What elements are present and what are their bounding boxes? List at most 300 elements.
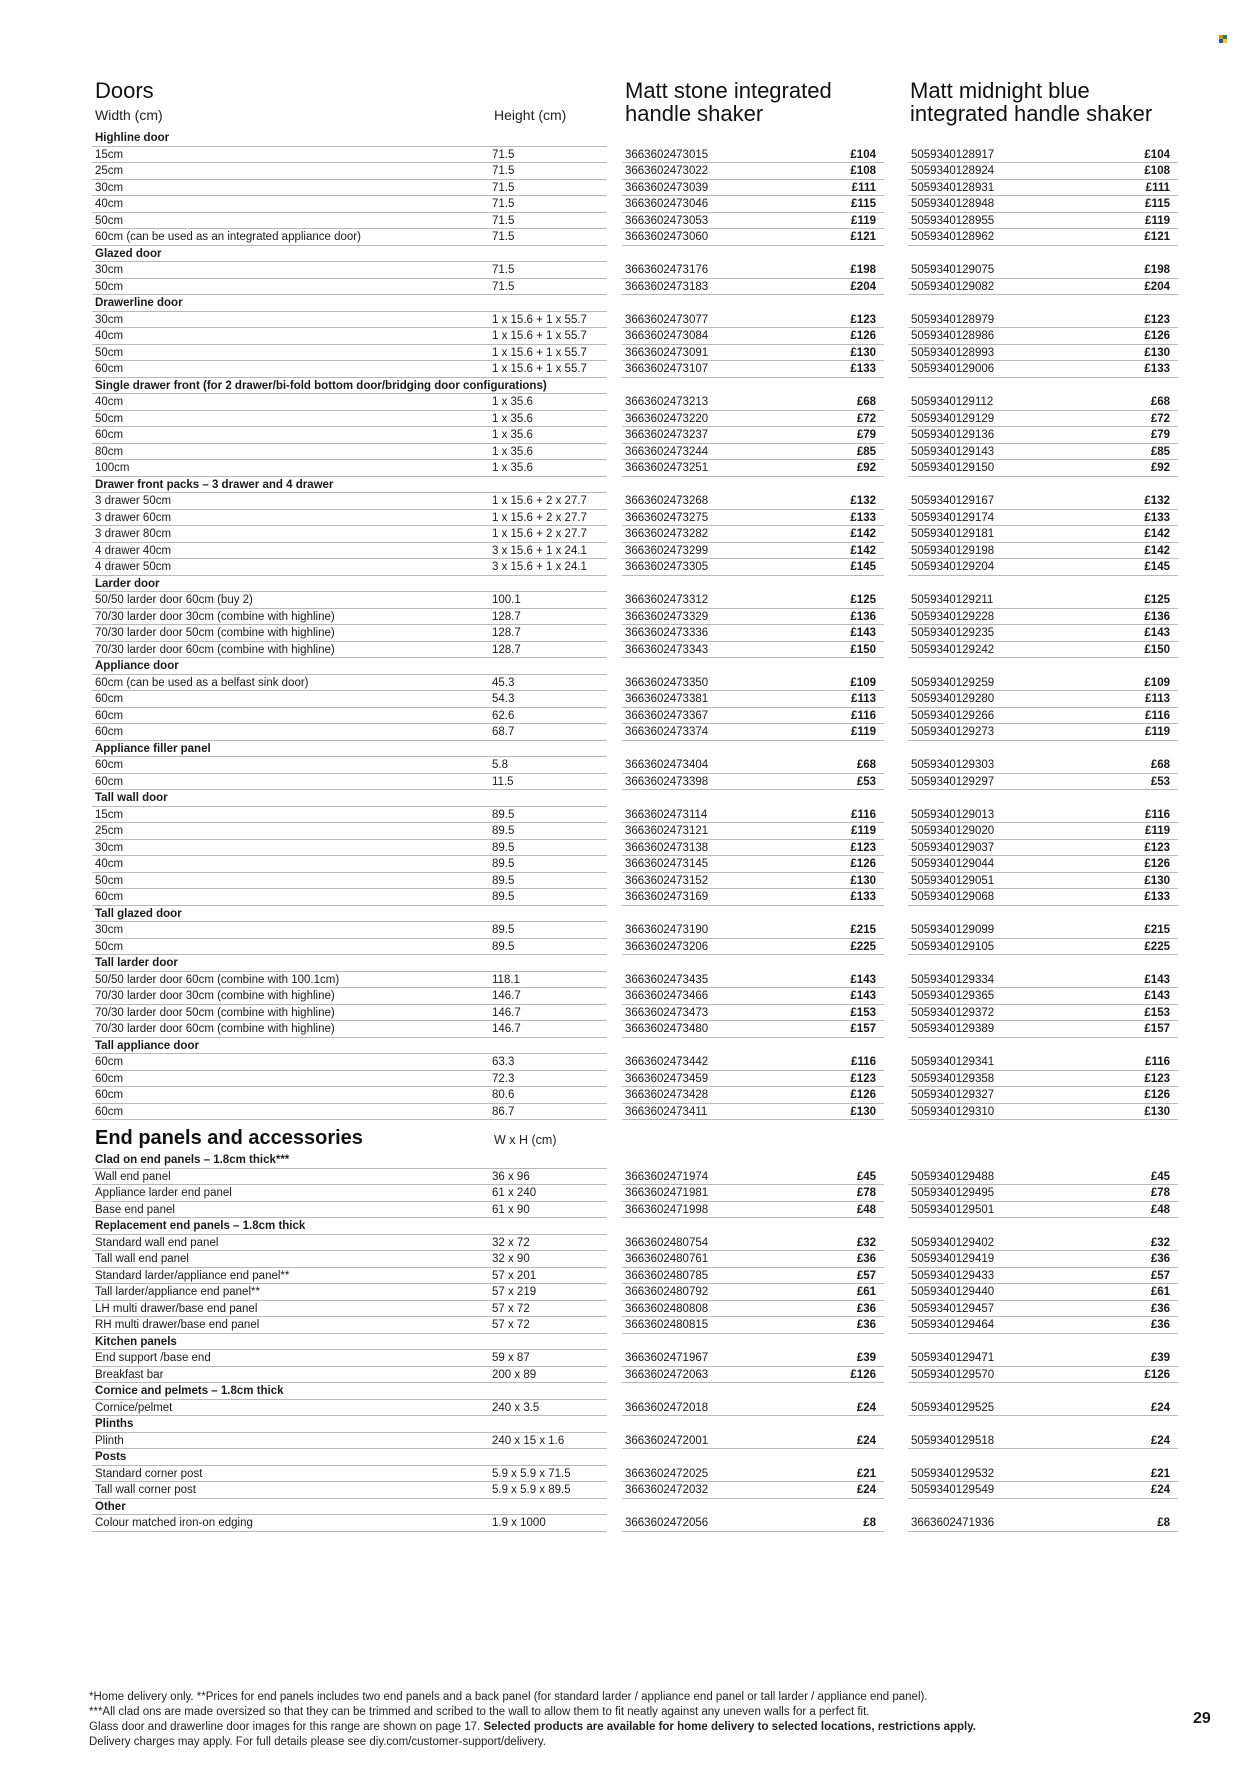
product-code: 5059340129273 — [911, 726, 995, 738]
product-price: £57 — [856, 1269, 876, 1282]
product-code: 3663602480761 — [625, 1253, 709, 1265]
product-price: £48 — [856, 1203, 876, 1216]
product-code: 5059340129341 — [911, 1056, 995, 1068]
product-price: £115 — [1145, 198, 1170, 210]
product-price: £36 — [856, 1302, 876, 1315]
section-spacer — [622, 378, 884, 395]
product-name: 50cm — [95, 346, 124, 359]
section-spacer — [622, 1334, 884, 1351]
product-code: 3663602473374 — [625, 726, 709, 738]
price-row — [622, 1515, 884, 1532]
product-code: 3663602480815 — [625, 1319, 709, 1331]
product-price: £78 — [856, 1187, 876, 1199]
product-size: 45.3 — [492, 676, 515, 689]
product-name: 25cm — [95, 165, 124, 177]
table-row — [92, 1317, 607, 1334]
product-price: £142 — [850, 544, 876, 557]
section-spacer — [908, 1218, 1178, 1235]
price-row — [908, 196, 1178, 213]
product-price: £21 — [1150, 1467, 1170, 1480]
product-code: 3663602472063 — [625, 1368, 709, 1381]
table-row — [92, 1515, 607, 1532]
product-price: £130 — [850, 874, 876, 887]
product-code: 5059340129204 — [911, 561, 995, 573]
table-row — [92, 526, 607, 543]
section-header — [92, 295, 607, 312]
price-row — [908, 625, 1178, 642]
section-header — [92, 1218, 607, 1235]
section-spacer — [908, 1449, 1178, 1466]
price-row — [908, 1005, 1178, 1022]
price-row — [908, 1021, 1178, 1038]
product-code: 5059340129013 — [911, 808, 995, 821]
product-name: 60cm — [95, 1089, 124, 1101]
price-row — [622, 691, 884, 708]
product-code: 5059340129327 — [911, 1089, 995, 1101]
product-price: £92 — [1150, 462, 1170, 474]
product-name: Colour matched iron-on edging — [95, 1517, 253, 1529]
table-row — [92, 345, 607, 362]
product-name: 60cm — [95, 1056, 124, 1068]
product-code: 3663602480785 — [625, 1269, 709, 1282]
product-price: £198 — [1144, 264, 1170, 276]
price-row — [622, 163, 884, 180]
product-price: £123 — [1144, 841, 1170, 854]
product-code: 3663602471998 — [625, 1203, 709, 1216]
section-spacer — [908, 246, 1178, 263]
price-row — [622, 1317, 884, 1334]
price-row — [622, 592, 884, 609]
product-size: 59 x 87 — [492, 1352, 530, 1364]
product-price: £53 — [856, 775, 876, 788]
product-price: £116 — [1145, 808, 1170, 821]
product-code: 3663602471974 — [625, 1170, 709, 1183]
product-code: 3663602473473 — [625, 1006, 709, 1019]
product-size: 89.5 — [492, 940, 515, 953]
price-row — [908, 328, 1178, 345]
price-row — [908, 543, 1178, 560]
product-code: 3663602473169 — [625, 891, 709, 903]
product-size: 32 x 72 — [492, 1236, 530, 1249]
price-row — [622, 213, 884, 230]
product-code: 3663602480808 — [625, 1302, 709, 1315]
product-code: 5059340129419 — [911, 1253, 995, 1265]
section-label: Kitchen panels — [95, 1335, 177, 1348]
product-code: 3663602473480 — [625, 1023, 709, 1035]
table-row — [92, 510, 607, 527]
price-row — [622, 1284, 884, 1301]
table-row — [92, 1005, 607, 1022]
table-row — [92, 559, 607, 576]
product-code: 5059340129372 — [911, 1006, 995, 1019]
product-size: 71.5 — [492, 280, 515, 293]
section-spacer — [622, 1499, 884, 1516]
price-row — [622, 1251, 884, 1268]
price-row — [908, 856, 1178, 873]
price-row — [908, 460, 1178, 477]
product-price: £24 — [1150, 1401, 1170, 1414]
table-row — [92, 1104, 607, 1121]
product-price: £133 — [850, 891, 876, 903]
price-row — [622, 1433, 884, 1450]
table-row — [92, 460, 607, 477]
product-name: 40cm — [95, 198, 124, 210]
product-name: 30cm — [95, 181, 124, 194]
price-row — [622, 411, 884, 428]
product-code: 5059340128955 — [911, 214, 995, 227]
product-code: 3663602473336 — [625, 627, 709, 639]
price-row — [908, 229, 1178, 246]
product-size: 36 x 96 — [492, 1170, 530, 1183]
product-price: £126 — [1144, 1089, 1170, 1101]
price-row — [908, 279, 1178, 296]
product-code: 3663602473039 — [625, 181, 709, 194]
price-row — [908, 411, 1178, 428]
product-name: 60cm — [95, 759, 124, 771]
product-price: £133 — [850, 511, 876, 524]
product-code: 3663602472025 — [625, 1467, 709, 1480]
product-code: 3663602473305 — [625, 561, 709, 573]
price-row — [622, 988, 884, 1005]
table-row — [92, 1071, 607, 1088]
price-row — [622, 1350, 884, 1367]
product-price: £130 — [1144, 874, 1170, 887]
section-spacer — [908, 295, 1178, 312]
table-row — [92, 1284, 607, 1301]
price-row — [908, 394, 1178, 411]
doors-heading: Doors — [95, 78, 154, 103]
product-name: Base end panel — [95, 1203, 175, 1216]
product-price: £215 — [1144, 924, 1170, 936]
section-header — [92, 955, 607, 972]
footnotes — [89, 1690, 1089, 1750]
table-row — [92, 609, 607, 626]
product-code: 3663602473138 — [625, 841, 709, 854]
section-spacer — [622, 1449, 884, 1466]
section-label: Clad on end panels – 1.8cm thick*** — [95, 1154, 290, 1166]
table-row — [92, 427, 607, 444]
price-row — [622, 1087, 884, 1104]
price-row — [908, 691, 1178, 708]
section-spacer — [622, 741, 884, 758]
product-price: £36 — [1150, 1319, 1170, 1331]
price-row — [622, 1367, 884, 1384]
product-size: 71.5 — [492, 181, 515, 194]
product-code: 5059340129006 — [911, 363, 995, 375]
footnote-1: *Home delivery only. **Prices for end panels includes two end panels and a back panel (for standard larder / appliance end panel or tall larder / appliance end panel). — [89, 1691, 928, 1703]
product-name: 80cm — [95, 445, 124, 458]
price-row — [908, 1054, 1178, 1071]
price-row — [622, 1185, 884, 1202]
product-size: 146.7 — [492, 1006, 521, 1019]
product-price: £72 — [856, 412, 876, 425]
product-code: 3663602473084 — [625, 330, 709, 342]
product-code: 3663602473275 — [625, 511, 709, 524]
end-panels-heading: End panels and accessories — [95, 1127, 363, 1149]
product-name: 60cm — [95, 429, 124, 441]
product-code: 3663602473213 — [625, 396, 709, 408]
table-row — [92, 1054, 607, 1071]
product-size: 89.5 — [492, 858, 515, 870]
product-price: £39 — [856, 1352, 876, 1364]
product-code: 5059340128962 — [911, 231, 995, 243]
product-code: 5059340128931 — [911, 181, 995, 194]
price-row — [908, 675, 1178, 692]
price-row — [908, 1251, 1178, 1268]
product-size: 72.3 — [492, 1072, 515, 1085]
product-code: 3663602472001 — [625, 1434, 709, 1447]
price-row — [908, 312, 1178, 329]
section-spacer — [622, 658, 884, 675]
section-header — [92, 658, 607, 675]
table-row — [92, 1235, 607, 1252]
price-row — [908, 1169, 1178, 1186]
price-row — [908, 1367, 1178, 1384]
section-header — [92, 1334, 607, 1351]
product-size: 68.7 — [492, 726, 515, 738]
product-code: 3663602473466 — [625, 990, 709, 1002]
product-price: £116 — [851, 808, 876, 821]
product-code: 5059340129259 — [911, 676, 995, 689]
price-row — [908, 345, 1178, 362]
product-price: £8 — [1157, 1517, 1170, 1529]
table-row — [92, 1202, 607, 1219]
product-code: 5059340129433 — [911, 1269, 995, 1282]
price-row — [908, 213, 1178, 230]
product-size: 80.6 — [492, 1089, 515, 1101]
price-row — [908, 147, 1178, 164]
product-code: 5059340129532 — [911, 1467, 995, 1480]
product-price: £143 — [850, 990, 876, 1002]
price-row — [622, 1400, 884, 1417]
product-size: 128.7 — [492, 627, 521, 639]
product-price: £157 — [850, 1023, 876, 1035]
table-row — [92, 856, 607, 873]
doors-table-blue — [908, 130, 1178, 1120]
product-price: £116 — [1145, 709, 1170, 722]
product-name: 30cm — [95, 313, 124, 326]
product-code: 5059340129020 — [911, 825, 995, 837]
product-name: 4 drawer 50cm — [95, 561, 172, 573]
product-price: £109 — [1144, 676, 1170, 689]
price-row — [622, 922, 884, 939]
price-row — [622, 1169, 884, 1186]
section-spacer — [908, 906, 1178, 923]
product-code: 5059340129266 — [911, 709, 995, 722]
product-name: 3 drawer 60cm — [95, 511, 172, 524]
price-row — [622, 460, 884, 477]
price-row — [622, 840, 884, 857]
product-code: 3663602473268 — [625, 495, 709, 507]
price-row — [908, 889, 1178, 906]
section-spacer — [908, 1383, 1178, 1400]
product-name: Tall wall end panel — [95, 1253, 189, 1265]
table-row — [92, 1350, 607, 1367]
table-row — [92, 1400, 607, 1417]
product-code: 5059340129167 — [911, 495, 995, 507]
section-spacer — [622, 1038, 884, 1055]
price-row — [622, 1301, 884, 1318]
brand-mark-icon — [1219, 35, 1227, 43]
product-code: 3663602473015 — [625, 148, 709, 161]
product-code: 5059340128948 — [911, 198, 995, 210]
product-price: £130 — [1144, 1105, 1170, 1118]
table-row — [92, 642, 607, 659]
price-row — [622, 642, 884, 659]
price-row — [622, 1268, 884, 1285]
product-size: 89.5 — [492, 924, 515, 936]
product-size: 100.1 — [492, 594, 521, 606]
product-code: 3663602473398 — [625, 775, 709, 788]
product-name: 60cm — [95, 363, 124, 375]
product-name: 50cm — [95, 214, 124, 227]
price-row — [908, 724, 1178, 741]
section-label: Drawer front packs – 3 drawer and 4 drawer — [95, 478, 334, 491]
product-size: 128.7 — [492, 610, 521, 623]
product-price: £150 — [850, 643, 876, 656]
table-row — [92, 1021, 607, 1038]
price-row — [908, 444, 1178, 461]
price-row — [908, 922, 1178, 939]
price-row — [622, 1005, 884, 1022]
price-row — [908, 1185, 1178, 1202]
panels-table-stone — [622, 1152, 884, 1532]
product-code: 5059340129501 — [911, 1203, 995, 1216]
product-price: £21 — [856, 1467, 876, 1480]
product-name: Appliance larder end panel — [95, 1187, 232, 1199]
section-header — [92, 1383, 607, 1400]
price-row — [908, 823, 1178, 840]
product-size: 1 x 35.6 — [492, 412, 533, 425]
width-col-header: Width (cm) — [95, 107, 163, 123]
wxh-col-header: W x H (cm) — [494, 1133, 557, 1147]
section-header — [92, 378, 607, 395]
product-size: 32 x 90 — [492, 1253, 530, 1265]
product-code: 3663602472018 — [625, 1401, 709, 1414]
product-price: £24 — [856, 1484, 876, 1496]
table-row — [92, 592, 607, 609]
product-name: 70/30 larder door 30cm (combine with highline) — [95, 990, 335, 1002]
product-code: 3663602473244 — [625, 445, 709, 458]
section-spacer — [908, 1499, 1178, 1516]
product-price: £123 — [1144, 1072, 1170, 1085]
product-price: £133 — [1144, 363, 1170, 375]
product-price: £121 — [850, 231, 876, 243]
section-spacer — [622, 477, 884, 494]
product-price: £68 — [856, 396, 876, 408]
section-spacer — [908, 576, 1178, 593]
product-code: 3663602473381 — [625, 693, 709, 705]
table-row — [92, 840, 607, 857]
product-price: £109 — [850, 676, 876, 689]
doors-table-left — [92, 130, 607, 1120]
product-price: £157 — [1144, 1023, 1170, 1035]
section-label: Tall appliance door — [95, 1039, 199, 1052]
section-label: Appliance door — [95, 660, 179, 672]
product-name: Tall wall corner post — [95, 1484, 196, 1496]
product-name: 4 drawer 40cm — [95, 544, 172, 557]
product-size: 1 x 35.6 — [492, 462, 533, 474]
product-code: 5059340129457 — [911, 1302, 995, 1315]
product-name: Standard corner post — [95, 1467, 203, 1480]
product-code: 5059340129464 — [911, 1319, 995, 1331]
product-size: 57 x 201 — [492, 1269, 537, 1282]
table-row — [92, 180, 607, 197]
product-size: 71.5 — [492, 231, 515, 243]
product-price: £24 — [856, 1434, 876, 1447]
product-code: 3663602473237 — [625, 429, 709, 441]
product-size: 3 x 15.6 + 1 x 24.1 — [492, 544, 587, 557]
product-name: 40cm — [95, 330, 124, 342]
product-name: 60cm (can be used as a belfast sink door) — [95, 676, 309, 689]
table-row — [92, 972, 607, 989]
section-header — [92, 576, 607, 593]
product-code: 3663602472032 — [625, 1484, 709, 1496]
price-row — [908, 559, 1178, 576]
product-code: 3663602473411 — [625, 1105, 708, 1118]
product-price: £68 — [1150, 759, 1170, 771]
table-row — [92, 1251, 607, 1268]
price-row — [908, 1202, 1178, 1219]
product-code: 3663602473282 — [625, 528, 709, 540]
price-row — [908, 1071, 1178, 1088]
table-row — [92, 1301, 607, 1318]
product-code: 5059340129181 — [911, 528, 995, 540]
product-code: 3663602473367 — [625, 709, 709, 722]
table-row — [92, 1169, 607, 1186]
product-name: 70/30 larder door 60cm (combine with highline) — [95, 1023, 335, 1035]
product-code: 3663602473299 — [625, 544, 709, 557]
product-code: 5059340129044 — [911, 858, 995, 870]
price-row — [622, 147, 884, 164]
price-row — [908, 774, 1178, 791]
product-code: 5059340129280 — [911, 693, 995, 705]
section-header — [92, 246, 607, 263]
price-row — [908, 873, 1178, 890]
product-price: £123 — [850, 313, 876, 326]
product-price: £24 — [1150, 1484, 1170, 1496]
product-price: £61 — [856, 1286, 876, 1298]
price-row — [908, 807, 1178, 824]
section-spacer — [622, 576, 884, 593]
product-price: £116 — [1145, 1056, 1170, 1068]
product-name: 30cm — [95, 924, 124, 936]
product-name: 50/50 larder door 60cm (combine with 100.1cm) — [95, 973, 340, 986]
table-row — [92, 757, 607, 774]
section-spacer — [908, 741, 1178, 758]
product-code: 5059340129068 — [911, 891, 995, 903]
product-price: £79 — [1150, 429, 1170, 441]
price-row — [622, 262, 884, 279]
product-price: £145 — [1144, 561, 1170, 573]
product-code: 5059340129037 — [911, 841, 995, 854]
table-row — [92, 213, 607, 230]
product-code: 5059340129525 — [911, 1401, 995, 1414]
price-row — [908, 1087, 1178, 1104]
price-row — [908, 988, 1178, 1005]
section-label: Plinths — [95, 1418, 134, 1430]
section-header — [92, 741, 607, 758]
product-code: 3663602473176 — [625, 264, 709, 276]
section-spacer — [622, 906, 884, 923]
footnote-3: Glass door and drawerline door images for this range are shown on page 17. Selected products are available for home delivery to selected locations, restrictions apply. — [89, 1721, 976, 1733]
table-row — [92, 328, 607, 345]
product-price: £115 — [851, 198, 876, 210]
product-size: 89.5 — [492, 808, 515, 821]
price-row — [622, 345, 884, 362]
price-row — [908, 1515, 1178, 1532]
product-size: 71.5 — [492, 198, 515, 210]
